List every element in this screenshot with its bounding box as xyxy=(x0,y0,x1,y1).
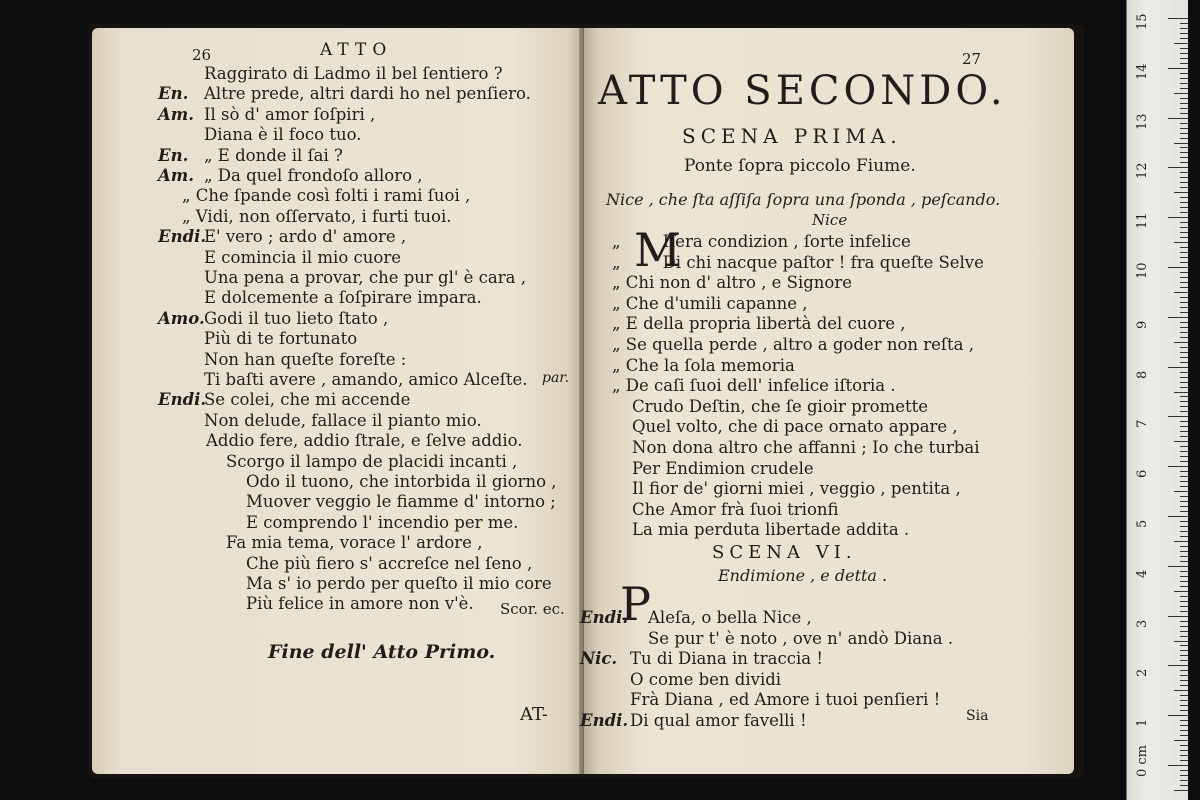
verse-line: Fa mia tema, vorace l' ardore , xyxy=(226,533,483,553)
verse-line: Di qual amor favelli ! xyxy=(630,711,807,730)
ruler-tick xyxy=(1180,511,1188,512)
ruler-tick xyxy=(1180,775,1188,776)
ruler-tick xyxy=(1180,501,1188,502)
scene-title: SCENA PRIMA. xyxy=(682,124,902,148)
ruler-tick xyxy=(1180,685,1188,686)
speaker-label: Endi. xyxy=(580,608,629,627)
ruler-number: 12 xyxy=(1135,162,1150,180)
ruler-tick xyxy=(1180,576,1188,577)
ruler-number: 14 xyxy=(1135,63,1150,80)
ruler-number: 11 xyxy=(1135,212,1150,230)
ruler-tick xyxy=(1180,387,1188,388)
ruler-tick xyxy=(1168,416,1188,417)
speaker-label: Nice xyxy=(812,211,848,229)
ruler-tick xyxy=(1180,172,1188,173)
ruler-tick xyxy=(1180,147,1188,148)
ruler-tick xyxy=(1180,38,1188,39)
ruler-tick xyxy=(1174,441,1188,442)
ruler-tick xyxy=(1180,745,1188,746)
verse-line: O come ben dividi xyxy=(630,669,782,689)
verse-line: „ De caſi ſuoi dell' infelice iſtoria . xyxy=(612,376,896,396)
ruler-tick xyxy=(1180,187,1188,188)
ruler-tick xyxy=(1180,33,1188,34)
ruler-tick xyxy=(1168,715,1188,716)
ruler-tick xyxy=(1180,272,1188,273)
ruler-tick xyxy=(1174,392,1188,393)
ruler-tick xyxy=(1168,665,1188,666)
verse-line: „ Chi non d' altro , e Signore xyxy=(612,273,853,293)
ruler-number: 10 xyxy=(1135,262,1150,279)
ruler-tick xyxy=(1180,750,1188,751)
ruler-tick xyxy=(1180,471,1188,472)
ruler-tick xyxy=(1180,357,1188,358)
ruler-tick xyxy=(1180,322,1188,323)
verse-line: Muover veggio le fiamme d' intorno ; xyxy=(246,492,556,512)
ruler-tick xyxy=(1180,780,1188,781)
ruler-number: 8 xyxy=(1135,370,1150,379)
speaker-label: Am. xyxy=(158,166,195,185)
verse-line: E' vero ; ardo d' amore , xyxy=(204,227,407,247)
verse-line: „ Che ſpande così folti i rami ſuoi , xyxy=(182,186,471,206)
ruler-tick xyxy=(1168,167,1188,168)
ruler-tick xyxy=(1174,292,1188,293)
verse-line: Il sò d' amor ſoſpiri , xyxy=(204,104,376,124)
ruler-tick xyxy=(1180,556,1188,557)
verse-line: Odo il tuono, che intorbida il giorno , xyxy=(246,472,557,491)
ruler-tick xyxy=(1180,586,1188,587)
verse-line: Addio fere, addio ſtrale, e ſelve addio. xyxy=(206,431,523,451)
scene-title: SCENA VI. xyxy=(712,542,857,563)
ruler-tick xyxy=(1180,88,1188,89)
ruler-tick xyxy=(1174,43,1188,44)
ruler-tick xyxy=(1180,710,1188,711)
ruler-tick xyxy=(1180,785,1188,786)
verse-line: Ti baſti avere , amando, amico Alceſte. xyxy=(204,370,528,389)
ruler-tick xyxy=(1180,735,1188,736)
ruler-tick xyxy=(1180,73,1188,74)
ruler-tick xyxy=(1180,660,1188,661)
ruler-tick xyxy=(1168,267,1188,268)
ruler-tick xyxy=(1180,58,1188,59)
ruler-number: 6 xyxy=(1135,469,1150,479)
ruler-tick xyxy=(1180,631,1188,632)
ruler-tick xyxy=(1174,93,1188,94)
ruler-tick xyxy=(1180,421,1188,422)
verse-line: „ E donde il ſai ? xyxy=(204,145,343,165)
ruler-tick xyxy=(1174,143,1188,144)
ruler-tick xyxy=(1180,725,1188,726)
verse-line: „ Di chi nacque paſtor ! fra queſte Selve xyxy=(612,252,984,272)
ruler-number: 1 xyxy=(1135,718,1150,728)
ruler-tick xyxy=(1180,705,1188,706)
ruler-tick xyxy=(1180,332,1188,333)
ruler-tick xyxy=(1174,740,1188,741)
act-end-title: Fine dell' Atto Primo. xyxy=(268,641,496,663)
ruler-tick xyxy=(1168,367,1188,368)
ruler-tick xyxy=(1180,123,1188,124)
ruler-tick xyxy=(1180,611,1188,612)
ruler-tick xyxy=(1180,222,1188,223)
verse-line: „ Che d'umili capanne , xyxy=(612,293,808,313)
speaker-label: Endi. xyxy=(158,227,207,247)
left-page xyxy=(92,28,584,774)
ruler-tick xyxy=(1180,287,1188,288)
verse-line: Il fior de' giorni miei , veggio , pentita , xyxy=(632,479,961,499)
ruler-number: 4 xyxy=(1135,569,1150,578)
ruler-tick xyxy=(1168,217,1188,218)
ruler-tick xyxy=(1180,347,1188,348)
ruler-tick xyxy=(1180,352,1188,353)
ruler-tick xyxy=(1180,546,1188,547)
right-page xyxy=(580,28,1074,774)
catchword: AT- xyxy=(520,704,548,725)
speaker-label: Am. xyxy=(158,104,195,124)
ruler-tick xyxy=(1180,257,1188,258)
ruler-tick xyxy=(1180,606,1188,607)
ruler-tick xyxy=(1180,730,1188,731)
margin-note: par. xyxy=(542,370,569,386)
ruler-tick xyxy=(1168,68,1188,69)
ruler-tick xyxy=(1180,481,1188,482)
ruler-tick xyxy=(1180,302,1188,303)
ruler-tick xyxy=(1180,212,1188,213)
ruler-tick xyxy=(1174,591,1188,592)
verse-line: Quel volto, che di pace ornato appare , xyxy=(632,417,958,437)
running-head: ATTO xyxy=(320,40,393,60)
ruler-tick xyxy=(1180,98,1188,99)
ruler-tick xyxy=(1180,446,1188,447)
speaker-label: Nic. xyxy=(580,649,618,669)
ruler-tick xyxy=(1168,516,1188,517)
ruler-tick xyxy=(1180,571,1188,572)
ruler-tick xyxy=(1180,362,1188,363)
verse-line: La mia perduta libertade addita . xyxy=(632,520,910,540)
scene-persons: Endimione , e detta . xyxy=(718,566,888,585)
ruler-tick xyxy=(1180,700,1188,701)
verse-line: Crudo Deſtin, che ſe gioir promette xyxy=(632,396,929,416)
verse-line: Una pena a provar, che pur gl' è cara , xyxy=(204,268,526,287)
verse-line: Se pur t' è noto , ove n' andò Diana . xyxy=(648,628,954,648)
ruler-number: 13 xyxy=(1135,113,1150,130)
ruler-tick xyxy=(1174,192,1188,193)
verse-line: Scorgo il lampo de placidi incanti , xyxy=(226,451,518,471)
verse-line: Godi il tuo lieto ſtato , xyxy=(204,308,389,328)
ruler-tick xyxy=(1168,118,1188,119)
ruler-number: 5 xyxy=(1135,519,1150,528)
verse-line: „ Iſera condizion , ſorte infelice xyxy=(612,232,911,251)
ruler-tick xyxy=(1180,377,1188,378)
ruler-tick xyxy=(1180,770,1188,771)
verse-line: E comprendo l' incendio per me. xyxy=(246,512,519,532)
ruler-tick xyxy=(1174,690,1188,691)
ruler-tick xyxy=(1180,496,1188,497)
ruler-tick xyxy=(1180,232,1188,233)
verse-line: Non han queſte foreſte : xyxy=(204,349,407,369)
speaker-label: En. xyxy=(158,84,189,104)
verse-line: Più felice in amore non v'è. xyxy=(246,594,474,614)
ruler-tick xyxy=(1180,103,1188,104)
ruler-tick xyxy=(1180,227,1188,228)
verse-line: „ Vidi, non oſſervato, i furti tuoi. xyxy=(182,206,452,226)
verse-line: Non dona altro che affanni ; Io che turbai xyxy=(632,438,980,457)
ruler-tick xyxy=(1180,531,1188,532)
verse-line: E dolcemente a ſoſpirare impara. xyxy=(204,288,482,308)
ruler-tick xyxy=(1180,138,1188,139)
ruler-tick xyxy=(1180,406,1188,407)
ruler-tick xyxy=(1168,466,1188,467)
ruler-tick xyxy=(1180,207,1188,208)
ruler-tick xyxy=(1180,113,1188,114)
ruler-tick xyxy=(1180,521,1188,522)
ruler-tick xyxy=(1180,645,1188,646)
verse-line: Più di te fortunato xyxy=(204,329,358,349)
ruler-number: 7 xyxy=(1135,420,1150,429)
verse-line: Per Endimion crudele xyxy=(632,458,814,478)
margin-note: Scor. ec. xyxy=(500,600,565,618)
ruler-tick xyxy=(1180,177,1188,178)
catchword: Sia xyxy=(966,708,989,724)
ruler-tick xyxy=(1180,262,1188,263)
ruler-tick xyxy=(1180,23,1188,24)
act-title: ATTO SECONDO. xyxy=(598,68,1007,114)
ruler-tick xyxy=(1174,641,1188,642)
verse-line: „ Se quella perde , altro a goder non reſta , xyxy=(612,335,974,354)
ruler-tick xyxy=(1180,650,1188,651)
ruler-tick xyxy=(1180,506,1188,507)
ruler-tick xyxy=(1174,790,1188,791)
verse-line: Altre prede, altri dardi ho nel penſiero. xyxy=(204,84,531,104)
stage-direction: Nice , che ſta aſſiſa ſopra una ſponda , peſcando. xyxy=(606,190,1001,209)
ruler-tick xyxy=(1180,720,1188,721)
ruler-tick xyxy=(1180,372,1188,373)
ruler-tick xyxy=(1180,436,1188,437)
ruler-tick xyxy=(1180,133,1188,134)
ruler-tick xyxy=(1180,461,1188,462)
ruler-number: 9 xyxy=(1135,320,1150,329)
ruler-tick xyxy=(1168,566,1188,567)
ruler-tick xyxy=(1180,48,1188,49)
ruler-tick xyxy=(1168,18,1188,19)
verse-line: „ Da quel frondoſo alloro , xyxy=(204,166,423,185)
ruler-tick xyxy=(1180,247,1188,248)
ruler-tick xyxy=(1180,581,1188,582)
ruler-tick xyxy=(1174,541,1188,542)
verse-line: Tu di Diana in traccia ! xyxy=(630,649,823,669)
ruler-tick xyxy=(1180,536,1188,537)
ruler-tick xyxy=(1180,411,1188,412)
ruler-tick xyxy=(1180,680,1188,681)
ruler-number: 15 xyxy=(1135,13,1150,30)
ruler-tick xyxy=(1180,636,1188,637)
speaker-label: En. xyxy=(158,145,189,165)
ruler-tick xyxy=(1180,282,1188,283)
ruler-tick xyxy=(1180,655,1188,656)
ruler-tick xyxy=(1180,202,1188,203)
ruler-tick xyxy=(1168,765,1188,766)
ruler-tick xyxy=(1180,197,1188,198)
verse-line: Se colei, che mi accende xyxy=(204,390,411,410)
ruler-tick xyxy=(1180,28,1188,29)
ruler-tick xyxy=(1180,53,1188,54)
ruler-tick xyxy=(1180,596,1188,597)
ruler-tick xyxy=(1168,317,1188,318)
ruler-tick xyxy=(1180,327,1188,328)
verse-line: „ Che la ſola memoria xyxy=(612,355,795,375)
ruler-tick xyxy=(1180,157,1188,158)
verse-line: Ma s' io perdo per queſto il mio core xyxy=(246,574,552,593)
ruler-tick xyxy=(1180,426,1188,427)
ruler-tick xyxy=(1180,526,1188,527)
ruler-tick xyxy=(1180,456,1188,457)
ruler-tick xyxy=(1180,551,1188,552)
ruler-tick xyxy=(1180,401,1188,402)
ruler-tick xyxy=(1174,342,1188,343)
ruler-tick xyxy=(1180,626,1188,627)
ruler-tick xyxy=(1180,128,1188,129)
ruler-tick xyxy=(1180,396,1188,397)
ruler-tick xyxy=(1180,237,1188,238)
ruler-tick xyxy=(1180,297,1188,298)
drop-capital: P xyxy=(620,577,651,631)
speaker-label: Amo. xyxy=(158,308,205,328)
ruler-tick xyxy=(1180,162,1188,163)
verse-line: „ E della propria libertà del cuore , xyxy=(612,314,906,334)
ruler-tick xyxy=(1180,252,1188,253)
verse-line: Non delude, fallace il pianto mio. xyxy=(204,410,482,430)
ruler-tick xyxy=(1180,755,1188,756)
ruler-tick xyxy=(1168,616,1188,617)
verse-line: Che Amor frà ſuoi trionfi xyxy=(632,499,839,519)
verse-line: Raggirato di Ladmo il bel ſentiero ? xyxy=(204,64,503,83)
ruler-tick xyxy=(1180,307,1188,308)
ruler-tick xyxy=(1180,382,1188,383)
page-number: 27 xyxy=(962,50,982,68)
ruler-tick xyxy=(1180,561,1188,562)
ruler-tick xyxy=(1180,337,1188,338)
ruler-tick xyxy=(1180,152,1188,153)
ruler-number: 0 cm xyxy=(1135,744,1150,777)
ruler-tick xyxy=(1180,476,1188,477)
ruler-tick xyxy=(1180,451,1188,452)
speaker-label: Endi. xyxy=(580,711,629,730)
ruler-tick xyxy=(1180,312,1188,313)
ruler-tick xyxy=(1180,601,1188,602)
ruler-tick xyxy=(1174,242,1188,243)
ruler-tick xyxy=(1180,277,1188,278)
ruler-tick xyxy=(1180,431,1188,432)
ruler-tick xyxy=(1180,63,1188,64)
ruler-number: 3 xyxy=(1135,619,1150,628)
ruler-tick xyxy=(1180,83,1188,84)
verse-line: Frà Diana , ed Amore i tuoi penſieri ! xyxy=(630,690,941,710)
verse-line: Che più fiero s' accreſce nel ſeno , xyxy=(246,553,533,573)
ruler-tick xyxy=(1174,491,1188,492)
verse-line: Aleſa, o bella Nice , xyxy=(648,608,812,627)
ruler-tick xyxy=(1180,675,1188,676)
drop-capital: M xyxy=(634,223,682,277)
ruler-tick xyxy=(1180,78,1188,79)
scene-setting: Ponte ſopra piccolo Fiume. xyxy=(684,156,916,176)
ruler-number: 2 xyxy=(1135,669,1150,678)
ruler-tick xyxy=(1180,108,1188,109)
ruler-tick xyxy=(1180,695,1188,696)
ruler-tick xyxy=(1180,760,1188,761)
page-number: 26 xyxy=(192,46,212,64)
verse-line: E comincia il mio cuore xyxy=(204,247,401,267)
speaker-label: Endi. xyxy=(158,390,207,410)
ruler-tick xyxy=(1180,621,1188,622)
ruler-tick xyxy=(1180,182,1188,183)
verse-line: Diana è il foco tuo. xyxy=(204,125,362,145)
ruler-tick xyxy=(1180,670,1188,671)
ruler-tick xyxy=(1180,486,1188,487)
measuring-ruler xyxy=(1126,0,1188,800)
